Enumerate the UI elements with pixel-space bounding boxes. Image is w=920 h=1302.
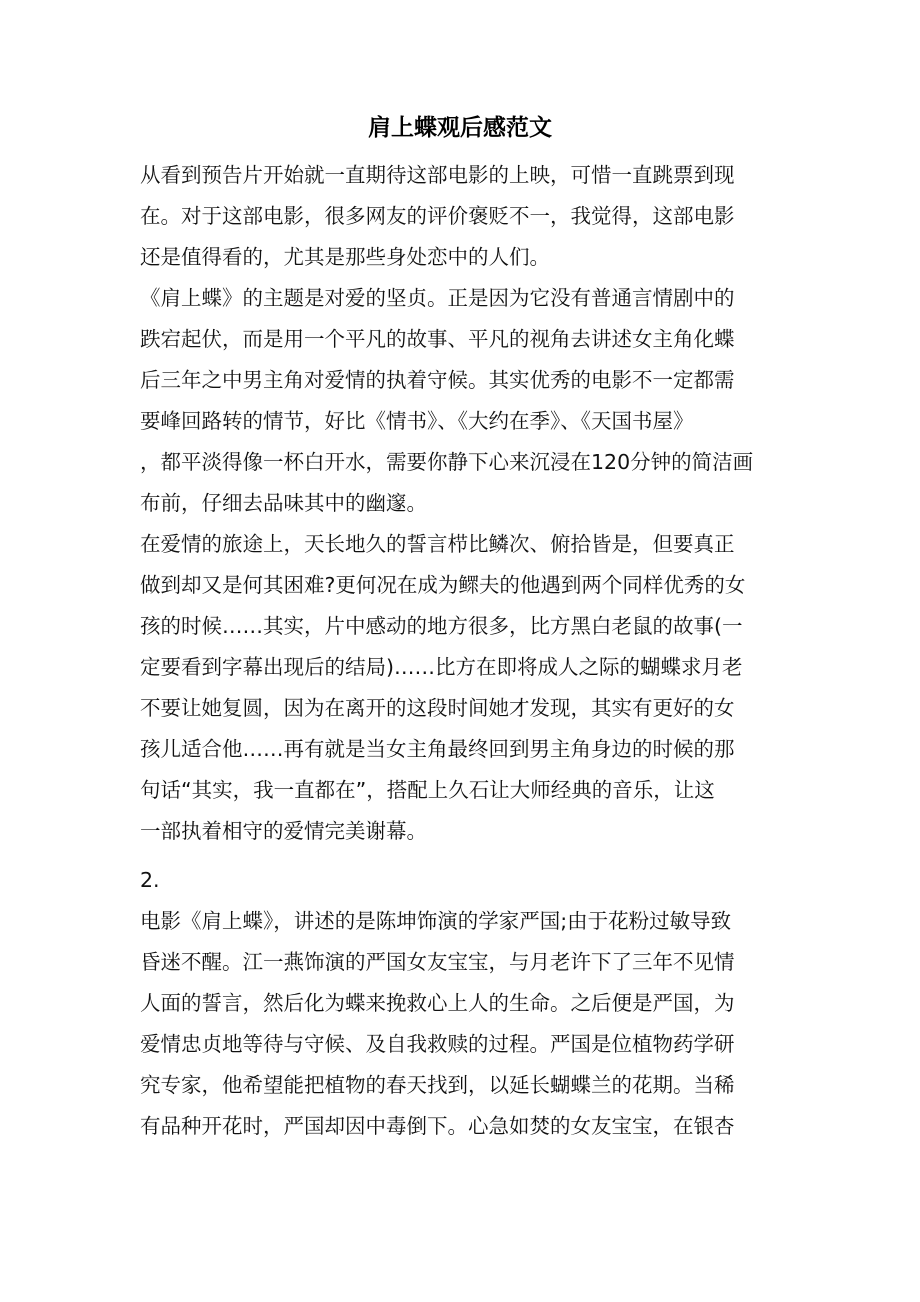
text-line: 做到却又是何其困难?更何况在成为鳏夫的他遇到两个同样优秀的女 [140,573,746,597]
text-line: 昏迷不醒。江一燕饰演的严国女友宝宝，与月老许下了三年不见情 [140,950,735,974]
text-line: ，都平淡得像一杯白开水，需要你静下心来沉浸在120分钟的简洁画 [140,450,754,474]
text-line: 在。对于这部电影，很多网友的评价褒贬不一，我觉得，这部电影 [140,204,735,228]
text-line: 还是值得看的，尤其是那些身处恋中的人们。 [140,245,550,269]
document-body [140,155,782,1147]
text-line: 电影《肩上蝶》，讲述的是陈坤饰演的学家严国;由于花粉过敏导致 [140,909,732,933]
text-line: 要峰回路转的情节，好比《情书》、《大约在季》、《天国书屋》 [140,409,694,433]
text-line: 从看到预告片开始就一直期待这部电影的上映，可惜一直跳票到现 [140,163,735,187]
text-line: 人面的誓言，然后化为蝶来挽救心上人的生命。之后便是严国，为 [140,991,735,1015]
text-line: 不要让她复圆，因为在离开的这段时间她才发现，其实有更好的女 [140,696,735,720]
text-line: 《肩上蝶》的主题是对爱的坚贞。正是因为它没有普通言情剧中的 [140,286,735,310]
text-line: 孩儿适合他……再有就是当女主角最终回到男主角身边的时候的那 [140,737,735,761]
text-line: 究专家，他希望能把植物的春天找到，以延长蝴蝶兰的花期。当稀 [140,1073,735,1097]
text-line: 后三年之中男主角对爱情的执着守候。其实优秀的电影不一定都需 [140,368,735,392]
text-line: 在爱情的旅途上，天长地久的誓言栉比鳞次、俯拾皆是，但要真正 [140,532,735,556]
text-line: 跌宕起伏，而是用一个平凡的故事、平凡的视角去讲述女主角化蝶 [140,327,735,351]
section-number: 2. [140,868,160,892]
text-line: 孩的时候……其实，片中感动的地方很多，比方黑白老鼠的故事(一 [140,614,743,638]
text-line: 定要看到字幕出现后的结局)……比方在即将成人之际的蝴蝶求月老 [140,655,743,679]
text-line: 有品种开花时，严国却因中毒倒下。心急如焚的女友宝宝，在银杏 [140,1114,735,1138]
text-line: 句话“其实，我一直都在”，搭配上久石让大师经典的音乐，让这 [140,778,715,802]
text-line: 一部执着相守的爱情完美谢幕。 [140,819,427,843]
text-line: 爱情忠贞地等待与守候、及自我救赎的过程。严国是位植物药学研 [140,1032,735,1056]
text-line: 布前，仔细去品味其中的幽邃。 [140,491,427,515]
document-title: 肩上蝶观后感范文 [368,114,552,141]
